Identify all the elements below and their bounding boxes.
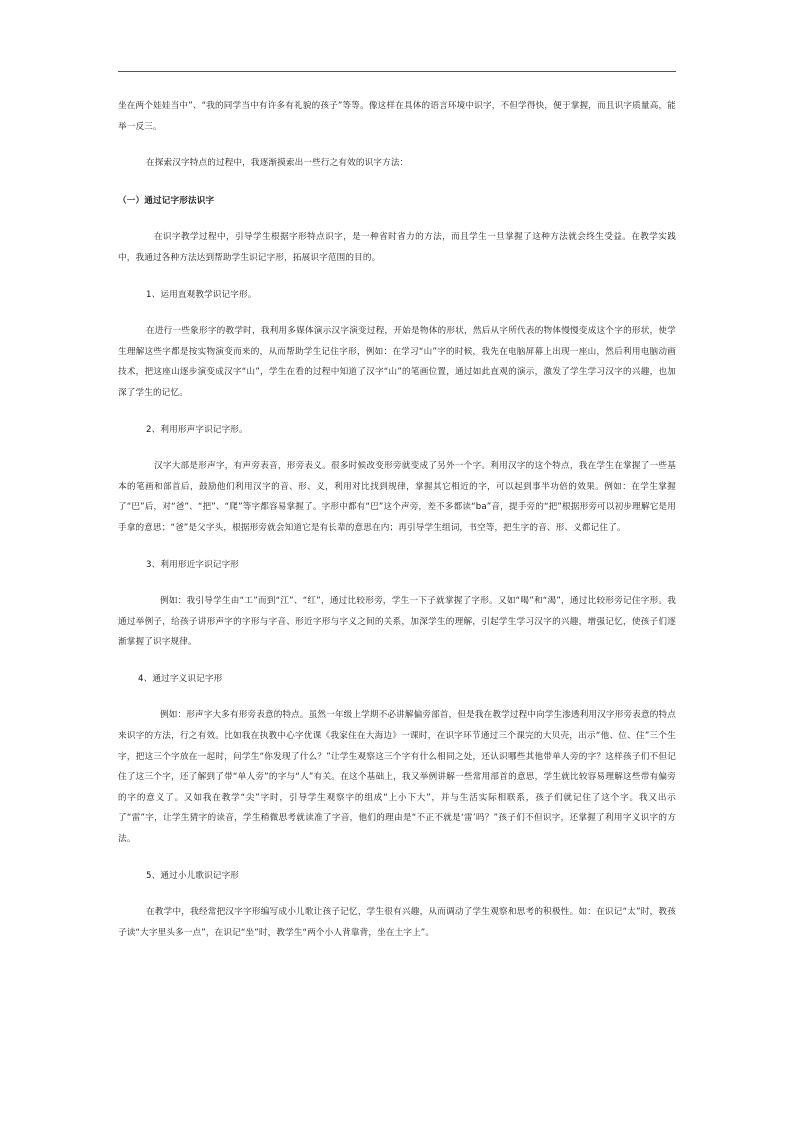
subheading-4: 4、通过字义识记字形 <box>138 673 223 684</box>
paragraph-intro: 坐在两个娃娃当中”、“我的同学当中有许多有礼貌的孩子”等等。像这样在具体的语言环境中识字，不但学得快，便于掌握，而且识字质量高，能举一反三。 <box>118 101 676 132</box>
paragraph-5: 在教学中，我经常把汉字字形编写成小儿歌让孩子记忆，学生很有兴趣，从而调动了学生观察和思考的积极性。如：在识记“太”时，教孩子读“大字里头多一点”，在识记“坐”时，教学生“两个小人背靠背，坐在土字上”。 <box>118 907 676 938</box>
document-body <box>118 96 676 943</box>
paragraph-section-intro: 在识字教学过程中，引导学生根据字形特点识字，是一种省时省力的方法，而且学生一旦掌握了这种方法就会终生受益。在教学实践中，我通过各种方法达到帮助学生识记字形，拓展识字范围的目的。 <box>118 232 676 263</box>
paragraph-methods-lead: 在探索汉字特点的过程中，我逐渐摸索出一些行之有效的识字方法： <box>146 158 409 169</box>
section-title: （一）通过记字形法识字 <box>118 195 215 206</box>
paragraph-1: 在进行一些象形字的教学时，我利用多媒体演示汉字演变过程，开始是物体的形状，然后从字所代表的物体慢慢变成这个字的形状，使学生理解这些字都是按实物演变而来的，从而帮助学生记住字形，例如：在学习“山”字的时候，我先在电脑屏幕上出现一座山，然后利用电脑动画技术，把这座山逐步演变成汉字“山”，学生在看的过程中知道了汉字“山”的笔画位置，通过如此直观的演示，激发了学生学习汉字的兴趣，也加深了学生的记忆。 <box>118 326 676 398</box>
subheading-1: 1、运用直观教学识记字形。 <box>146 289 257 300</box>
subheading-5: 5、通过小儿歌识记字形 <box>146 870 240 881</box>
paragraph-3: 例如：我引导学生由“工”而到“江”、“红”，通过比较形旁，学生一下子就掌握了字形。又如“喝”和“渴”，通过比较形旁记住字形。我通过举例子，给孩子讲形声字的字形与字音、形近字形与字义之间的关系，加深学生的理解，引起学生学习汉字的兴趣，增强记忆，使孩子们逐渐掌握了识字规律。 <box>118 596 676 648</box>
subheading-3: 3、利用形近字识记字形 <box>146 559 240 570</box>
header-rule <box>118 71 676 72</box>
paragraph-2: 汉字大部是形声字，有声旁表音，形旁表义。很多时候改变形旁就变成了另外一个字。利用汉字的这个特点，我在学生在掌握了一些基本的笔画和部首后，鼓励他们利用汉字的音、形、义，利用对比找到规律，掌握其它相近的字，可以起到事半功倍的效果。例如：在学生掌握了“巴”后，对“爸”、“把”、“爬”等字都容易掌握了。字形中都有“巴”这个声旁，差不多都读“ba”音，提手旁的“把”根据形旁可以初步理解它是用手拿的意思；“爸”是父字头，根据形旁就会知道它是有长辈的意思在内；再引导学生组词，书空等，把生字的音、形、义都记住了。 <box>118 461 676 533</box>
subheading-2: 2、利用形声字识记字形。 <box>146 424 248 435</box>
paragraph-4: 例如：形声字大多有形旁表意的特点。虽然一年级上学期不必讲解偏旁部首，但是我在教学过程中向学生渗透利用汉字形旁表意的特点来识字的方法，行之有效。比如我在执教中心字优课《我家住在大海边》一课时，在识字环节通过三个课完的大贝壳，出示“他、位、住”三个生字，把这三个字放在一起时，问学生“你发现了什么？”让学生观察这三个字有什么相同之处，还认识哪些其他带单人旁的字？这样孩子们不但记住了这三个字，还了解到了带“单人旁”的字与“人”有关。在这个基础上，我又举例讲解一些常用部首的意思，学生就比较容易理解这些带有偏旁的字的意义了。又如我在教学“尖”字时，引导学生观察字的组成“上小下大”，并与生活实际相联系，孩子们就记住了这个字。我又出示了“雷”字，让学生猜字的读音，学生稍微思考就读准了字音，他们的理由是“不正不就是‘雷’吗？”孩子们不但识字，还掌握了利用字义识字的方法。 <box>118 710 676 845</box>
